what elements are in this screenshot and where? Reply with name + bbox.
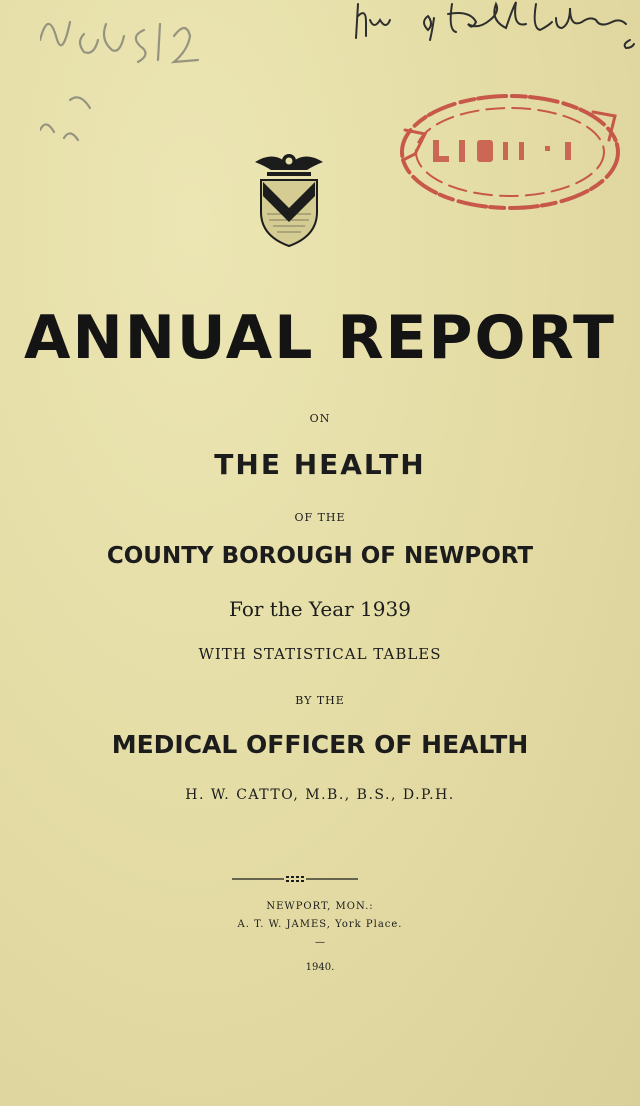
borough-crest-icon xyxy=(253,150,325,250)
author-name: H. W. CATTO, M.B., B.S., D.P.H. xyxy=(185,787,455,803)
author-connector-by-the: BY THE xyxy=(295,694,345,707)
ornamental-divider xyxy=(232,874,358,884)
imprint-dash: — xyxy=(315,937,325,948)
subject-connector-of-the: OF THE xyxy=(294,511,346,524)
report-period: For the Year 1939 xyxy=(229,597,411,621)
handwritten-annotation-left xyxy=(40,0,240,160)
title-connector-on: ON xyxy=(309,412,331,425)
place-name: COUNTY BOROUGH OF NEWPORT xyxy=(106,543,534,569)
report-title: ANNUAL REPORT xyxy=(24,303,616,373)
imprint-printer: A. T. W. JAMES, York Place. xyxy=(237,919,403,930)
library-stamp-icon xyxy=(395,90,625,215)
imprint-place: NEWPORT, MON.: xyxy=(266,901,374,912)
statistical-tables-note: WITH STATISTICAL TABLES xyxy=(198,645,442,663)
imprint-year: 1940. xyxy=(305,962,335,973)
office-title: MEDICAL OFFICER OF HEALTH xyxy=(111,730,529,759)
handwritten-annotation-top xyxy=(300,0,640,50)
report-subject: THE HEALTH xyxy=(214,448,426,481)
